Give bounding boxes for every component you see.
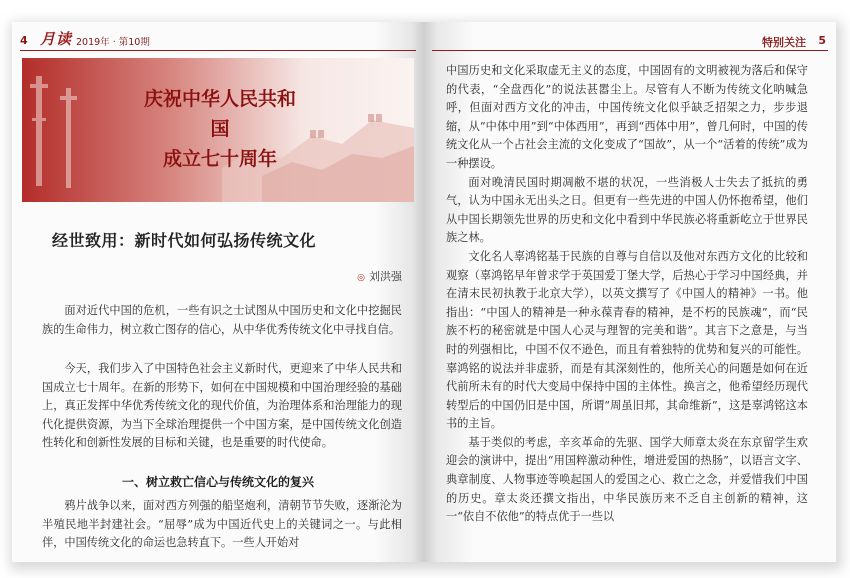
header-rule	[432, 50, 828, 51]
section-subheading: 一、树立救亡信心与传统文化的复兴	[122, 475, 315, 489]
body-paragraph	[42, 497, 402, 553]
banner-title-line-1: 庆祝中华人民共和国	[143, 88, 296, 140]
author-byline	[357, 268, 402, 284]
paragraph: 文化名人辜鸿铭基于民族的自尊与自信以及他对东西方文化的比较和观察（辜鸿铭早年曾求学于英国爱丁堡大学，后热心于学习中国经典，并在清末民初执教于北京大学），以英文撰写了《中国人的精神》一书。他指出：“中国人的精神是一种永葆青春的精神，是不朽的民族魂”，而“民族不朽的秘密就是中国人心灵与理智的完美和谐”。其言下之意是，与当时的列强相比，中国不仅不逊色，而且有着独特的优势和复兴的可能性。辜鸿铭的说法并非虚骄，而是有其深刻性的，他所关心的问题是如何在近代前所未有的时代大变局中保持中国的主体性。换言之，他希望经历现代转型后的中国仍旧是中国，所谓“周虽旧邦，其命维新”，这是辜鸿铭这本书的主旨。	[446, 249, 808, 431]
page-number-right: 5	[818, 34, 826, 47]
paragraph: 今天，我们步入了中国特色社会主义新时代，更迎来了中华人民共和国成立七十周年。在新的形势下，如何在中国规模和中国治理经验的基础上，真正发挥中华优秀传统文化的现代价值，为治理体系和治理能力的现代化提供资源，为当下全球治理提供一个中国方案，是中国传统文化创造性转化和创新性发展的目标和关键，也是重要的时代使命。	[42, 362, 402, 450]
right-page	[424, 22, 836, 562]
body-paragraph	[42, 360, 402, 453]
paragraph: 基于类似的考虑，辛亥革命的先驱、国学大师章太炎在东京留学生欢迎会的演讲中，提出“用国粹激动种性，增进爱国的热肠”，以语言文字、典章制度、人物事迹等唤起国人的爱国之心、救亡之念，并爱惜我们中国的历史。章太炎还撰文指出，中华民族历来不乏自主创新的精神，这一“依自不依他”的特点优于一些以	[446, 435, 808, 524]
page-number-left: 4	[20, 34, 28, 47]
issue-label: 2019年 · 第10期	[76, 37, 150, 48]
intro-paragraph	[42, 302, 402, 339]
left-page	[12, 22, 424, 562]
banner-title-line-2: 成立七十周年	[162, 148, 277, 170]
magazine-logo: 月读	[40, 30, 73, 48]
right-column-text	[446, 62, 808, 527]
paragraph: 面对晚清民国时期凋敝不堪的状况，一些消极人士失去了抵抗的勇气，认为中国永无出头之日。但更有一些先进的中国人仍怀抱希望，他们从中国长期领先世界的历史和文化中看到中华民族必将重新屹立于世界民族之林。	[446, 175, 808, 245]
author-bullet-icon: ◎	[357, 273, 365, 283]
article-title: 经世致用：新时代如何弘扬传统文化	[52, 231, 317, 250]
header-rule	[20, 50, 416, 51]
banner-title	[140, 84, 300, 174]
paragraph: 面对近代中国的危机，一些有识之士试图从中国历史和文化中挖掘民族的生命伟力，树立救亡图存的信心，从中华优秀传统文化中寻找自信。	[42, 304, 402, 336]
section-label: 特别关注	[762, 36, 806, 49]
paragraph: 中国历史和文化采取虚无主义的态度，中国固有的文明被视为落后和保守的代表，“全盘西化”的说法甚嚣尘上。尽管有人不断为传统文化呐喊急呼，但面对西方文化的冲击，中国传统文化似乎缺乏招架之力，步步退缩，从“中体中用”到“中体西用”，再到“西体中用”，曾几何时，中国的传统文化从一个占社会主流的文化变成了“国故”，从一个“活着的传统”成为一种摆设。	[446, 64, 808, 170]
paragraph: 鸦片战争以来，面对西方列强的船坚炮利，清朝节节失败，逐渐沦为半殖民地半封建社会。“屈辱”成为中国近代史上的关键词之一。与此相伴，中国传统文化的命运也急转直下。一些人开始对	[42, 499, 402, 550]
anniversary-banner	[22, 58, 414, 202]
author-name: 刘洪强	[369, 270, 402, 283]
